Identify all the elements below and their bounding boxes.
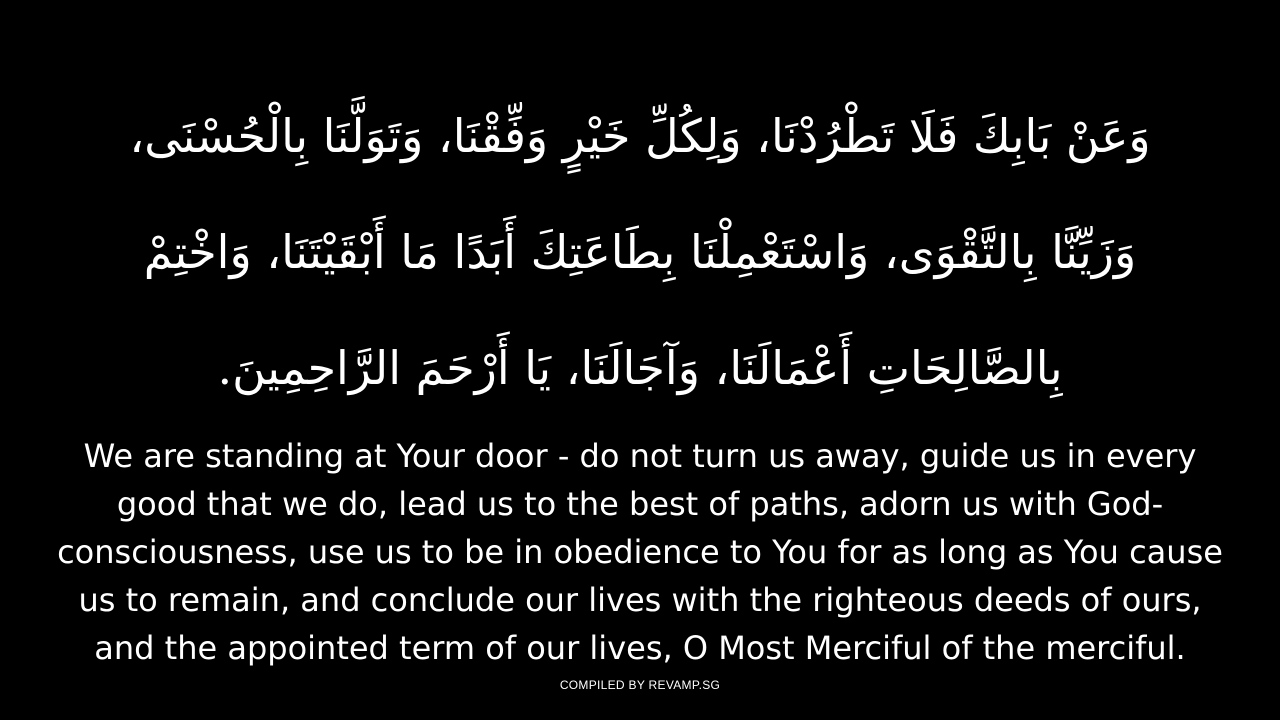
credit-footer: COMPILED BY REVAMP.SG	[559, 678, 721, 692]
english-line-5: and the appointed term of our lives, O Most Merciful of the merciful.	[94, 629, 1186, 667]
english-line-1: We are standing at Your door - do not turn us away, guide us in every	[83, 437, 1197, 475]
arabic-dua-text	[40, 78, 1240, 426]
arabic-line-3: بِالصَّالِحَاتِ أَعْمَالَنَا، وَآجَالَنَا، يَا أَرْحَمَ الرَّاحِمِينَ.	[217, 341, 1063, 395]
english-line-2: good that we do, lead us to the best of paths, adorn us with God-	[116, 485, 1164, 523]
english-line-3: consciousness, use us to be in obedience to You for as long as You cause	[57, 533, 1223, 571]
arabic-line-1: وَعَنْ بَابِكَ فَلَا تَطْرُدْنَا، وَلِكُلِّ خَيْرٍ وَفِّقْنَا، وَتَوَلَّنَا بِالْحُسْنَى،	[129, 109, 1151, 163]
arabic-line-2: وَزَيِّنَّا بِالتَّقْوَى، وَاسْتَعْمِلْنَا بِطَاعَتِكَ أَبَدًا مَا أَبْقَيْتَنَا، وَاخْتِمْ	[143, 225, 1137, 279]
english-line-4: us to remain, and conclude our lives with the righteous deeds of ours,	[78, 581, 1202, 619]
english-translation	[40, 432, 1240, 672]
